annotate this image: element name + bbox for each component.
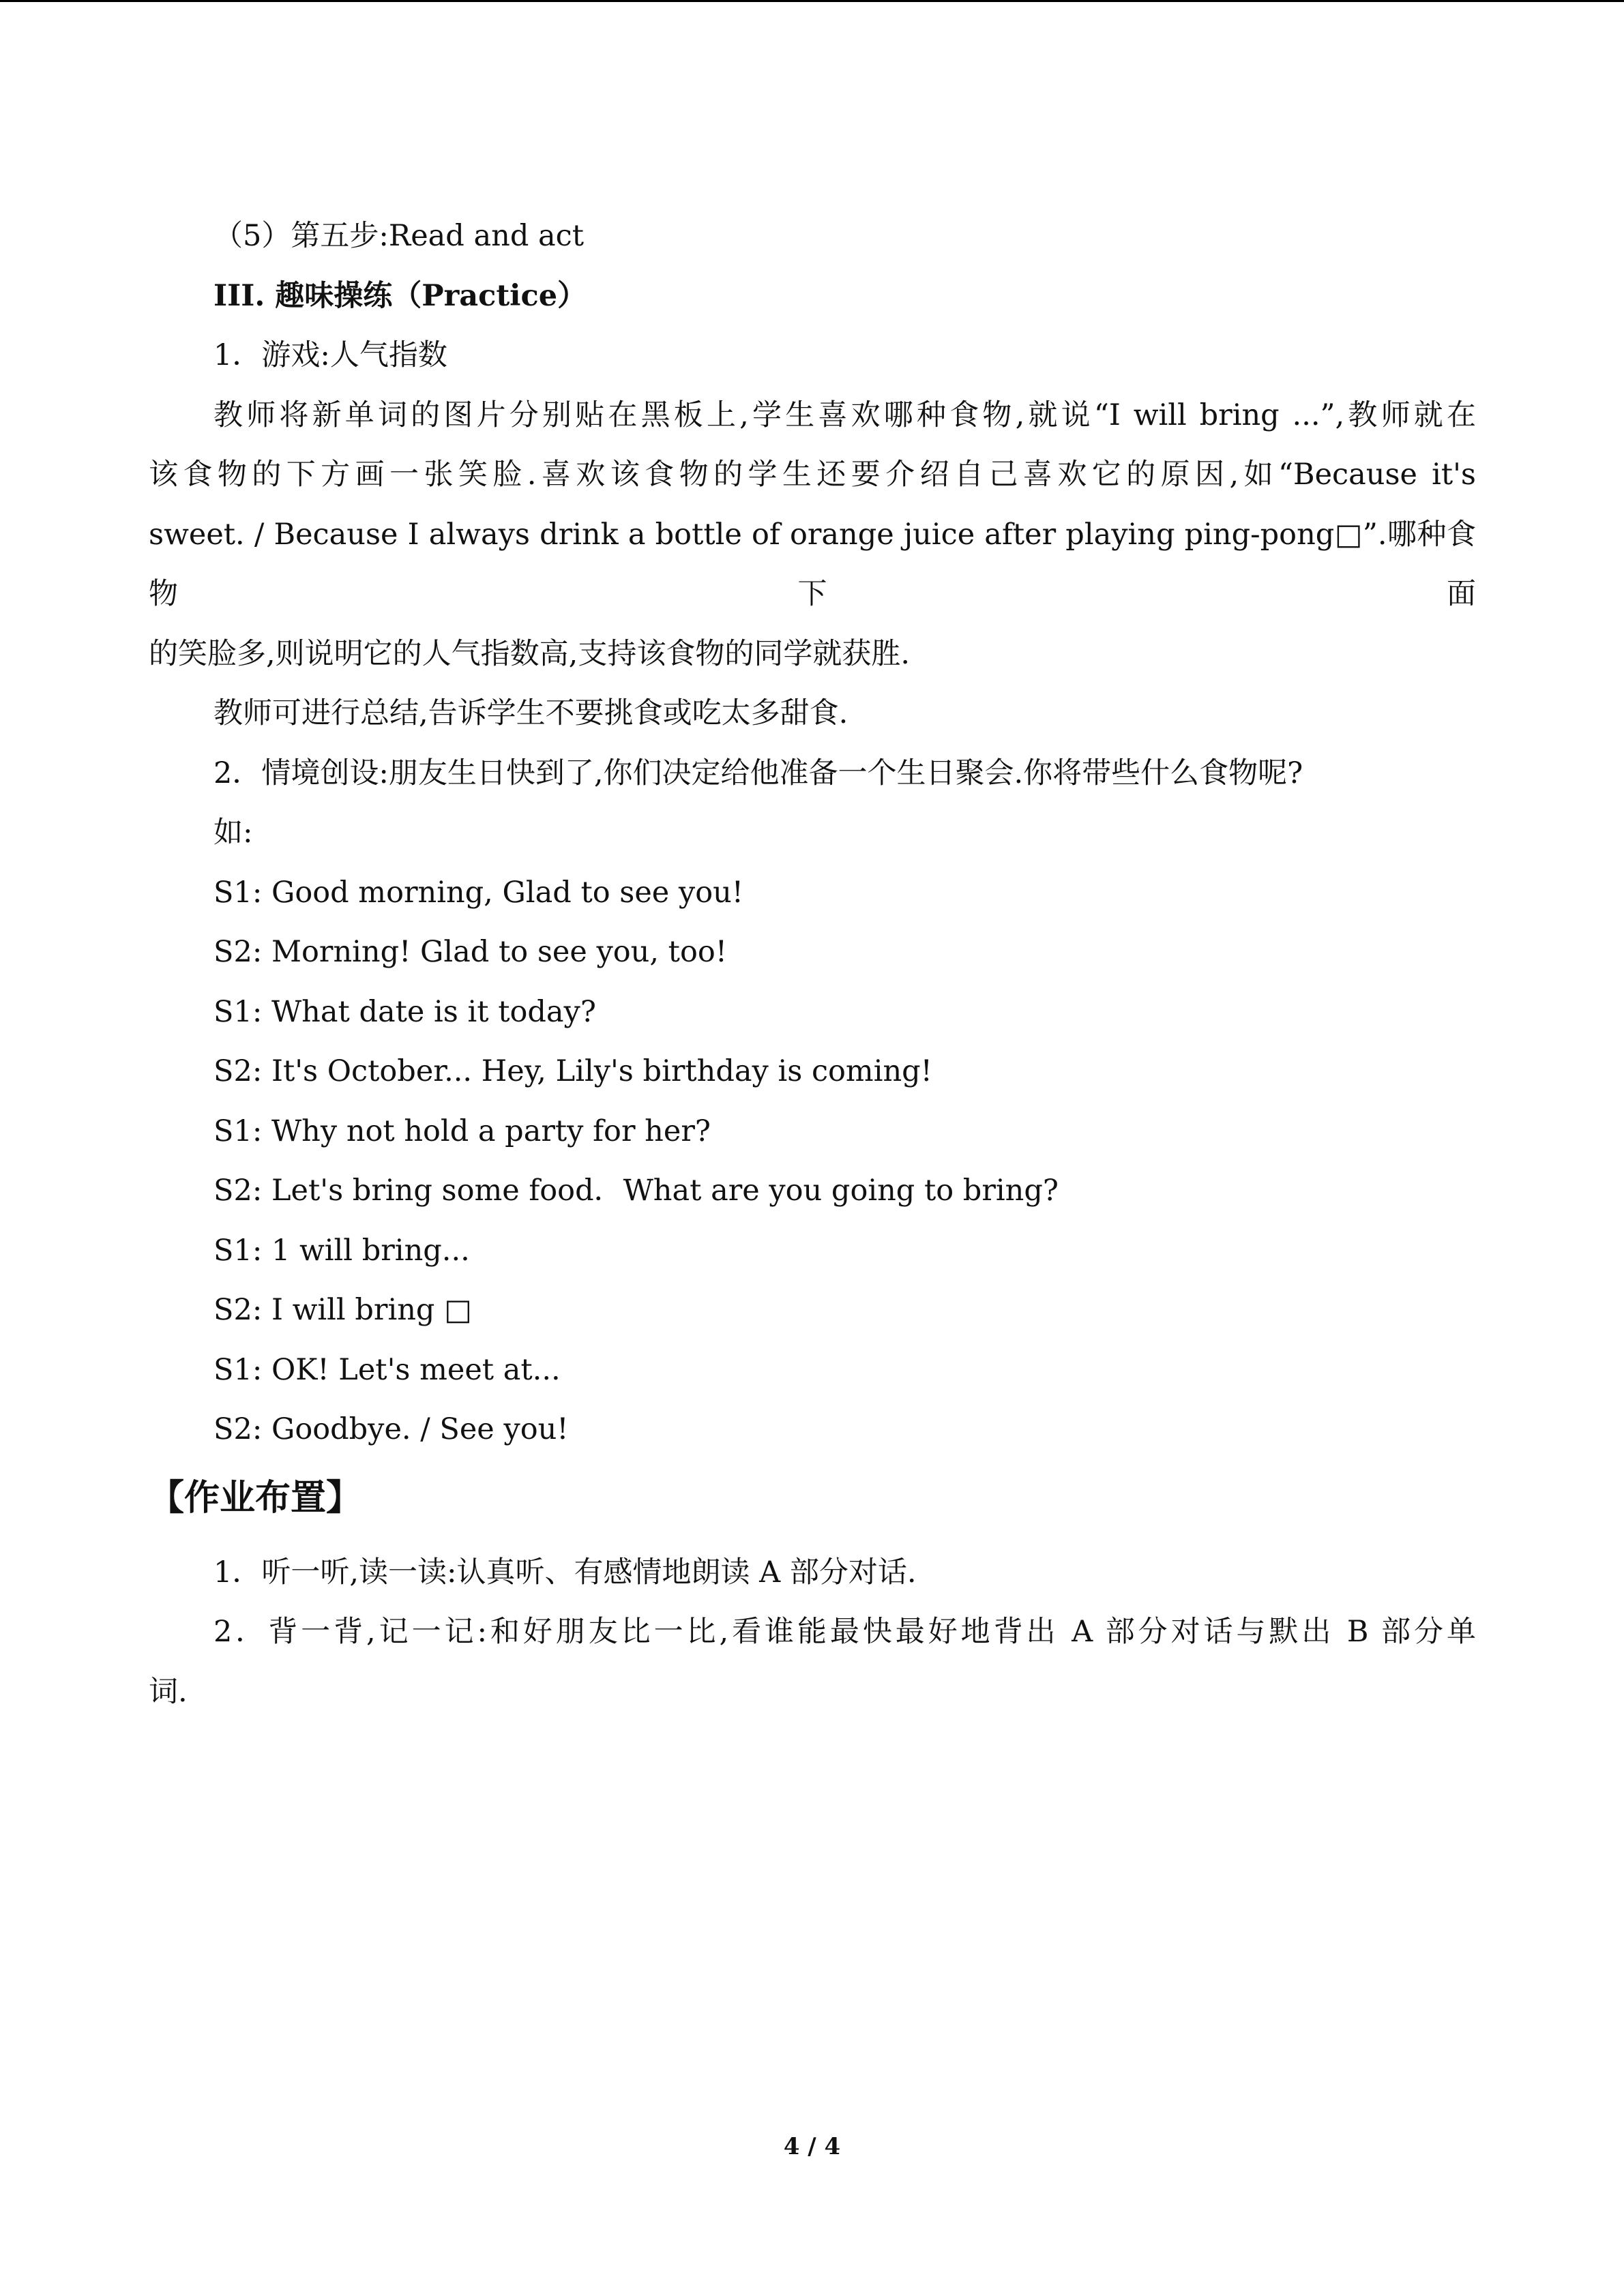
dialogue-line: S1: What date is it today? [213,994,596,1029]
scenario-title: 2．情境创设:朋友生日快到了,你们决定给他准备一个生日聚会.你将带些什么食物呢? [213,756,1303,790]
game-desc-line-2: 该食物的下方画一张笑脸.喜欢该食物的学生还要介绍自己喜欢它的原因,如“Because it's [149,458,1476,492]
game-desc-line-3: sweet. / Because I always drink a bottle of orange juice after playing ping-pong□”.哪种食物下面 [149,517,1476,611]
dialogue-line: S2: It's October... Hey, Lily's birthday is coming! [213,1054,932,1088]
homework-item-1: 1．听一听,读一读:认真听、有感情地朗读 A 部分对话. [213,1555,917,1590]
homework-item-2: 2．背一背,记一记:和好朋友比一比,看谁能最快最好地背出 A 部分对话与默出 B 部分单 [213,1615,1476,1649]
dialogue-line: S1: 1 will bring... [213,1233,470,1268]
teacher-summary: 教师可进行总结,告诉学生不要挑食或吃太多甜食. [213,696,848,730]
homework-item-2-cont: 词. [149,1674,188,1709]
dialogue-line: S2: Morning! Glad to see you, too! [213,935,728,969]
step-five-line: （5）第五步:Read and act [213,219,585,253]
game-desc-line-4: 的笑脸多,则说明它的人气指数高,支持该食物的同学就获胜. [149,636,911,671]
dialogue-line: S1: Why not hold a party for her? [213,1114,711,1148]
dialogue-line: S1: Good morning, Glad to see you! [213,875,744,910]
page-number: 4 / 4 [783,2133,841,2160]
game-desc-line-1: 教师将新单词的图片分别贴在黑板上,学生喜欢哪种食物,就说“I will bring ...”,教师就在 [213,398,1476,432]
game-title: 1．游戏:人气指数 [213,338,447,372]
dialogue-line: S2: I will bring □ [213,1293,472,1327]
dialogue-line: S2: Let's bring some food．What are you going to bring? [213,1174,1059,1208]
spacer [149,1530,1476,1543]
homework-heading: 【作业布置】 [149,1477,362,1519]
dialogue-line: S2: Goodbye. / See you! [213,1412,569,1446]
spacer [149,1460,1476,1467]
practice-heading: III. 趣味操练（Practice） [213,278,587,313]
document-body [149,207,1476,1722]
example-label: 如: [213,816,253,850]
dialogue-line: S1: OK! Let's meet at... [213,1352,561,1387]
